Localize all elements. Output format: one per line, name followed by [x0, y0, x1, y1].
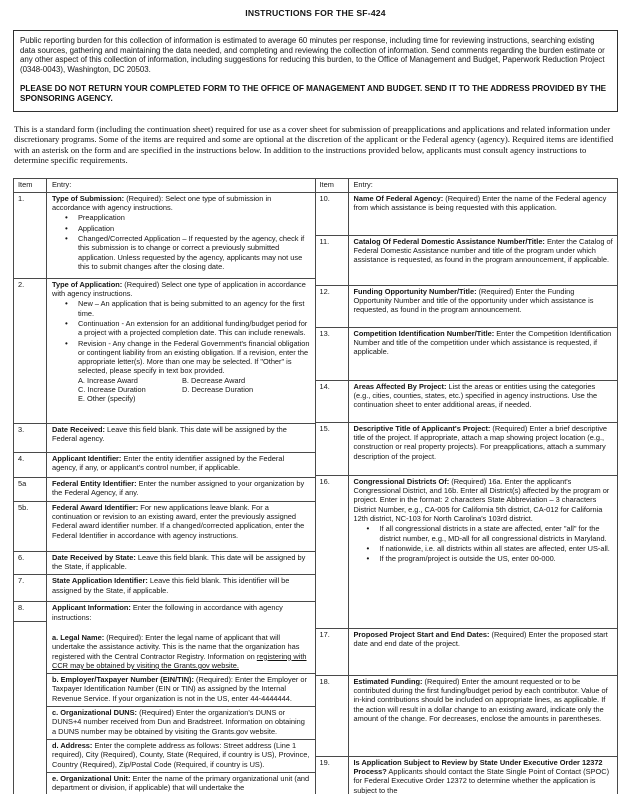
table-header-row — [14, 179, 315, 192]
table-row-18 — [316, 675, 618, 756]
sub-entry-duns — [47, 706, 315, 739]
option-item: E. Other (specify) — [78, 394, 136, 404]
bullet-item: • Changed/Corrected Application – If requested by the agency, check if this submission is to change or correct a previously submitted application. Unless requested by the agency, applicants may not use this to submit changes after the closing date. — [52, 234, 311, 271]
table-row-16 — [316, 475, 618, 628]
table-left — [13, 178, 316, 794]
sub-entry-text: (Required): Enter the legal name of applicant that will undertake the assistance activity. This is the name that the organization has registered with the Central Contractor Registry. Information on — [52, 633, 300, 661]
entry-cell — [47, 453, 315, 477]
entry-paragraph — [52, 479, 311, 498]
entry-text: Enter the Competition Identification Number and title of the competition under which assistance is requested, if applicable. — [353, 328, 612, 357]
entry-title: Funding Opportunity Number/Title: — [353, 286, 477, 296]
bullet-item: • Continuation - An extension for an additional funding/budget period for a project with a projected completion date. This can include renewals. — [52, 319, 311, 338]
bullet-item: • Preapplication — [52, 213, 311, 222]
omb-warning-text: PLEASE DO NOT RETURN YOUR COMPLETED FORM TO THE OFFICE OF MANAGEMENT AND BUDGET. SEND IT TO THE ADDRESS PROVIDED BY THE SPONSORING AGENCY. — [20, 83, 607, 103]
entry-paragraph — [52, 553, 311, 572]
entry-title: Type of Application: — [52, 279, 123, 289]
item-number: 3. — [14, 424, 47, 452]
entry-paragraph — [354, 758, 614, 794]
entry-paragraph — [354, 677, 614, 723]
entry-cell — [349, 423, 618, 475]
entry-cell — [349, 757, 618, 794]
entry-cell — [47, 478, 315, 501]
table-row-5a — [14, 477, 315, 501]
entry-paragraph — [52, 194, 311, 213]
table-header-row — [316, 179, 618, 192]
entry-paragraph — [354, 194, 614, 213]
entry-text: Enter the number assigned to your organization by the Federal Agency, if any. — [52, 478, 305, 498]
table-row-8 — [14, 601, 315, 794]
sub-entry-label: c. Organizational DUNS: — [52, 708, 138, 718]
sub-entry-text: (Required) Enter the organization's DUNS or DUNS+4 number received from Dun and Bradstreet. Information on obtaining a DUNS number may be obtained by visiting the Grants.gov website. — [52, 708, 305, 736]
item-number: 18. — [316, 676, 349, 756]
table-row-10 — [316, 192, 618, 235]
item-number: 5a — [14, 478, 47, 501]
column-header-item: Item — [316, 179, 349, 192]
option-item: D. Decrease Duration — [182, 385, 254, 395]
entry-paragraph — [52, 280, 311, 299]
instructions-table — [13, 178, 618, 794]
table-row-4 — [14, 452, 315, 477]
sub-entry-label: e. Organizational Unit: — [52, 773, 131, 783]
item-number: 15. — [316, 423, 349, 475]
entry-paragraph — [52, 503, 311, 540]
column-header-entry: Entry: — [52, 179, 72, 189]
entry-title: Applicant Information: — [52, 603, 131, 613]
entry-paragraph — [52, 454, 311, 473]
item-number: 16. — [316, 476, 349, 628]
item-number: 1. — [14, 193, 47, 278]
table-right — [316, 178, 619, 794]
sub-entry-text: Enter the complete address as follows: Street address (Line 1 required), City (Required), County, State (Required, if country is US), Province, Country (Required), Zip/Postal Code (Required, if country is US). — [52, 740, 310, 769]
entry-cell — [47, 602, 315, 794]
bullet-list — [52, 299, 311, 375]
intro-paragraph: This is a standard form (including the continuation sheet) required for use as a cover sheet for submission of preapplications and applications and related information under discretionary programs. Some of the items are required and some are optional at the discretion of the applicant or the Federal agency (agency). Required items are identified with an asterisk on the form and are specified in the instructions below. In addition to the instructions provided below, applicants must consult agency instructions to determine specific requirements. — [14, 123, 614, 166]
table-row-15 — [316, 422, 618, 475]
entry-paragraph — [354, 477, 614, 523]
item-number: 4. — [14, 453, 47, 477]
table-row-12 — [316, 285, 618, 327]
item-number: 13. — [316, 328, 349, 380]
item-number: 14. — [316, 381, 349, 422]
entry-title: Congressional Districts Of: — [353, 476, 450, 486]
entry-text: (Required) 16a. Enter the applicant's Congressional District, and 16b. Enter all District(s) affected by the program or project. Enter in the format: 2 characters State Abbreviation – 3 characters District Number, e.g., CA-005 for California 5th district, CA-012 for California 12th district, NC-103 for North Carolina's 103rd district. — [353, 476, 610, 523]
entry-cell — [47, 552, 315, 575]
entry-title: Date Received by State: — [52, 552, 136, 562]
table-row-13 — [316, 327, 618, 380]
entry-cell — [349, 629, 618, 675]
entry-text: List the areas or entities using the categories (e.g., cities, counties, states, etc.) specified in agency instructions. Use the continuation sheet to enter additional areas, if needed. — [353, 381, 598, 410]
entry-paragraph — [354, 424, 614, 461]
entry-title: Federal Award Identifier: — [52, 502, 139, 512]
item-number: 7. — [14, 575, 47, 601]
option-item: A. Increase Award — [78, 375, 138, 385]
entry-text: Enter the Catalog of Federal Domestic Assistance number and title of the program under which assistance is requested, as found in the program announcement, if applicable. — [353, 236, 613, 265]
item-number: 2. — [14, 279, 47, 423]
entry-title: State Application Identifier: — [52, 576, 148, 586]
option-item: C. Increase Duration — [78, 385, 146, 395]
bullet-item: • New – An application that is being submitted to an agency for the first time. — [52, 299, 311, 318]
entry-paragraph — [52, 425, 311, 444]
entry-cell — [349, 381, 618, 422]
entry-text: (Required) Enter the amount requested or to be contributed during the first funding/budget period by each contributor. Value of in-kind contributions should be included on appropriate lines, as applicable. If the action will result in a dollar change to an existing award, indicate only the amount of the change. For decreases, enclose the amounts in parentheses. — [353, 676, 608, 723]
sub-entry-label: a. Legal Name: — [52, 633, 105, 642]
sub-entry-ein-tin — [47, 673, 315, 706]
item-number: 6. — [14, 552, 47, 575]
sub-entry-label: b. Employer/Taxpayer Number (EIN/TIN): — [52, 675, 194, 685]
entry-cell — [349, 193, 618, 235]
table-row-5b — [14, 501, 315, 551]
entry-title: Date Received: — [52, 424, 105, 434]
entry-title: Type of Submission: — [52, 193, 125, 203]
bullet-item: • If the program/project is outside the US, enter 00-000. — [354, 554, 614, 563]
entry-cell — [47, 575, 315, 601]
entry-text: Enter the entity identifier assigned by the Federal agency, if any, or applicant's control number, if applicable. — [52, 453, 285, 473]
item-number: 11. — [316, 236, 349, 285]
sub-entry-organizational-unit — [47, 772, 315, 794]
entry-title: Federal Entity Identifier: — [52, 478, 137, 488]
entry-text: For new applications leave blank. For a continuation or revision to an existing award, enter the previously assigned Federal award identifier number. If a changed/corrected application, enter the Federal Identifier in accordance with agency instructions. — [52, 502, 305, 540]
entry-text: (Required) Enter the Funding Opportunity Number and title of the opportunity under which assistance is requested, as found in the program announcement. — [353, 286, 594, 315]
entry-text: Applicants should contact the State Single Point of Contact (SPOC) for Federal Executive Order 12372 to determine whether the application is subject to the — [353, 767, 610, 794]
sub-entry-text: Enter the name of the primary organizational unit (and department or division, if applicable) that will undertake the — [52, 773, 310, 793]
entry-title: Is Application Subject to Review by State Under Executive Order 12372 Process? — [353, 757, 603, 777]
column-header-entry: Entry: — [353, 179, 373, 189]
entry-title: Name Of Federal Agency: — [353, 193, 444, 203]
item-number: 10. — [316, 193, 349, 235]
entry-text: (Required) Enter the proposed start date and end date of the project. — [353, 629, 608, 649]
entry-title: Estimated Funding: — [353, 676, 423, 686]
page-title: INSTRUCTIONS FOR THE SF-424 — [245, 8, 386, 18]
entry-paragraph — [52, 576, 311, 595]
table-row-11 — [316, 235, 618, 285]
entry-text: Enter the following in accordance with agency instructions: — [52, 603, 283, 622]
bullet-item: • Revision - Any change in the Federal Government's financial obligation or contingent liability from an existing obligation. If a revision, enter the appropriate letter(s). More than one may be selected. If "Other" is selected, please specify in text box provided. — [52, 339, 311, 376]
entry-text: (Required) Enter the name of the Federal agency from which assistance is being requested with this application. — [353, 193, 607, 213]
entry-paragraph — [354, 237, 614, 265]
bullet-item: • If all congressional districts in a state are affected, enter "all" for the district number, e.g., MD-all for all congressional districts in Maryland. — [354, 524, 614, 543]
entry-text: (Required) Enter a brief descriptive title of the project. If appropriate, attach a map showing project location (e.g., construction or real property projects). For preapplications, attach a summary description of the project. — [353, 423, 608, 461]
option-item: B. Decrease Award — [182, 375, 246, 385]
entry-text: Leave this field blank. This identifier will be assigned by the State, if applicable. — [52, 576, 290, 595]
bullet-item: • Application — [52, 224, 311, 233]
entry-title: Applicant Identifier: — [52, 453, 122, 463]
entry-paragraph — [354, 630, 614, 649]
burden-text: Public reporting burden for this collection of information is estimated to average 60 minutes per response, including time for reviewing instructions, searching existing data sources, gathering and maintaining the data needed, and completing and reviewing the collection of information. Send comments regarding the burden estimate or any other aspect of this collection of information, including suggestions for reducing this burden, to the Office of Management and Budget, Paperwork Reduction Project (0348-0043), Washington, DC 20503. — [20, 36, 605, 75]
table-row-7 — [14, 574, 315, 601]
table-row-1 — [14, 192, 315, 278]
item-number: 8. — [14, 602, 46, 621]
entry-cell — [349, 286, 618, 327]
entry-paragraph — [47, 602, 315, 624]
sub-entry-address — [47, 739, 315, 772]
revision-options-list — [78, 376, 311, 404]
bullet-list — [354, 524, 614, 563]
item-number-cell — [14, 602, 47, 794]
entry-title: Descriptive Title of Applicant's Project: — [353, 423, 491, 433]
table-row-6 — [14, 551, 315, 575]
entry-text: (Required): Select one type of submission in accordance with agency instructions. — [52, 193, 272, 213]
sub-entry-text: (Required): Enter the Employer or Taxpayer Identification Number (EIN or TIN) as assigned by the Internal Revenue Service. If your organization is not in the US, enter 44-4444444. — [52, 675, 307, 703]
entry-paragraph — [354, 329, 614, 357]
entry-cell — [47, 502, 315, 551]
entry-paragraph — [354, 382, 614, 410]
item-number: 17. — [316, 629, 349, 675]
entry-cell — [349, 676, 618, 756]
item-number: 5b. — [14, 502, 47, 551]
entry-text: Leave this field blank. This date will be assigned by the State, if applicable. — [52, 552, 306, 572]
entry-title: Proposed Project Start and End Dates: — [353, 629, 490, 639]
item-number: 19. — [316, 757, 349, 794]
table-row-2 — [14, 278, 315, 423]
table-row-19 — [316, 756, 618, 794]
entry-cell — [349, 328, 618, 380]
entry-cell — [47, 424, 315, 452]
entry-text: (Required) Select one type of application in accordance with agency instructions. — [52, 279, 306, 299]
column-header-item: Item — [14, 179, 47, 192]
entry-cell — [47, 193, 315, 278]
burden-notice — [13, 30, 618, 112]
table-row-14 — [316, 380, 618, 422]
entry-paragraph — [354, 287, 614, 315]
entry-cell — [349, 236, 618, 285]
bullet-list — [52, 213, 311, 271]
bullet-item: • If nationwide, i.e. all districts within all states are affected, enter US-all. — [354, 544, 614, 553]
item-number: 12. — [316, 286, 349, 327]
sub-entry-link-text: registering with CCR may be obtained by visiting the Grants.gov website. — [52, 651, 307, 670]
entry-cell — [47, 279, 315, 423]
entry-cell — [349, 476, 618, 628]
sub-entry-legal-name — [47, 632, 315, 673]
entry-title: Competition Identification Number/Title: — [353, 328, 495, 338]
entry-title: Catalog Of Federal Domestic Assistance Number/Title: — [353, 236, 545, 246]
entry-title: Areas Affected By Project: — [353, 381, 447, 391]
sub-entry-label: d. Address: — [52, 740, 93, 750]
table-row-17 — [316, 628, 618, 675]
table-row-3 — [14, 423, 315, 452]
entry-text: Leave this field blank. This date will be assigned by the Federal agency. — [52, 424, 287, 444]
